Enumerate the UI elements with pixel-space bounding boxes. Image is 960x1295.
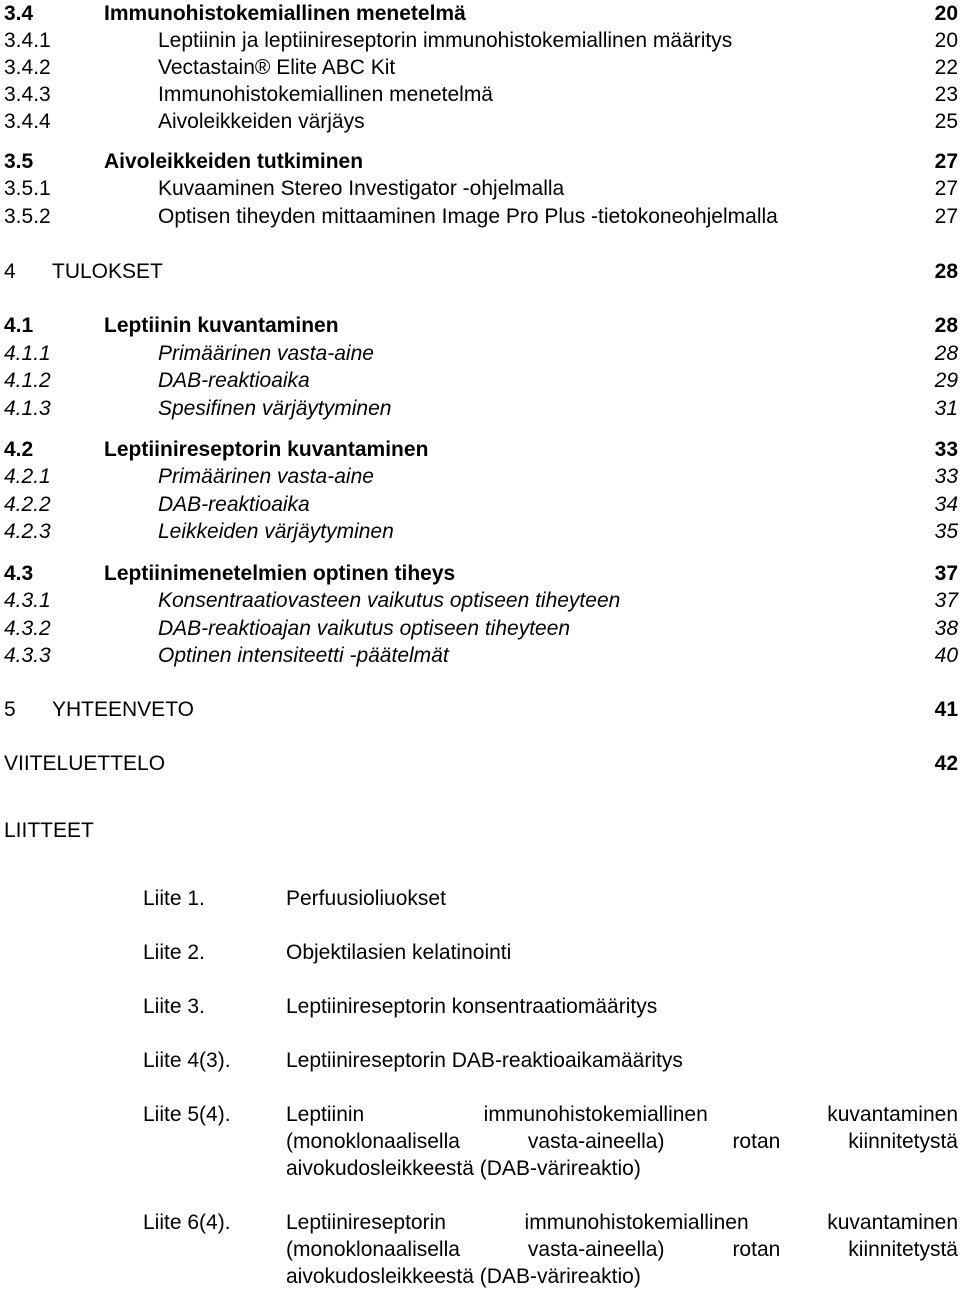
appendix-title-line: aivokudosleikkeestä (DAB-värireaktio): [286, 1265, 641, 1288]
appendix-label: Liite 1.: [143, 887, 205, 910]
appendix-title[interactable]: [286, 1101, 958, 1182]
section-title: Konsentraatiovasteen vaikutus optiseen tiheyteen: [158, 589, 621, 612]
chapter-title: TULOKSET: [52, 260, 163, 283]
toc-entry-4-2-1[interactable]: [0, 463, 960, 491]
section-title: Leptiinimenetelmien optinen tiheys: [104, 562, 456, 585]
page-number: 41: [934, 698, 958, 721]
page-number: 27: [934, 205, 958, 228]
appendix-title-line: Leptiinin immunohistokemiallinen kuvantaminen: [286, 1103, 958, 1126]
section-number: 3.4.3: [4, 83, 51, 106]
section-title: Immunohistokemiallinen menetelmä: [104, 2, 466, 25]
section-number: 4.1.2: [4, 369, 51, 392]
toc-entry-3-4-4[interactable]: [0, 108, 960, 136]
section-title: Primäärinen vasta-aine: [158, 465, 374, 488]
appendix-title-line: Perfuusioliuokset: [286, 887, 446, 910]
section-title: DAB-reaktioajan vaikutus optiseen tiheyteen: [158, 617, 571, 640]
section-title: DAB-reaktioaika: [158, 493, 310, 516]
chapter-title: YHTEENVETO: [52, 698, 194, 721]
section-number: 4.1: [4, 314, 34, 337]
section-number: 3.4.1: [4, 29, 51, 52]
chapter-title: VIITELUETTELO: [4, 752, 166, 775]
toc-entry-3-4[interactable]: [0, 0, 960, 28]
appendix-label: Liite 5(4).: [143, 1103, 231, 1126]
chapter-number: 4: [4, 260, 16, 283]
chapter-number: 5: [4, 698, 16, 721]
section-title: Leikkeiden värjäytyminen: [158, 520, 394, 543]
appendix-label: Liite 4(3).: [143, 1049, 231, 1072]
appendices-title: LIITTEET: [4, 819, 94, 842]
section-title: Optinen intensiteetti -päätelmät: [158, 644, 449, 667]
appendix-title[interactable]: [286, 1047, 958, 1074]
toc-entry-4-3-3[interactable]: [0, 642, 960, 670]
section-title: Immunohistokemiallinen menetelmä: [158, 83, 493, 106]
section-number: 4.3: [4, 562, 34, 585]
toc-entry-3-4-3[interactable]: [0, 81, 960, 109]
section-number: 3.4.2: [4, 56, 51, 79]
page-number: 34: [934, 493, 958, 516]
section-number: 3.4.4: [4, 110, 51, 133]
toc-entry-4-3[interactable]: [0, 560, 960, 588]
appendices-heading: [0, 817, 960, 845]
section-title: Vectastain® Elite ABC Kit: [158, 56, 396, 79]
page-number: 31: [934, 397, 958, 420]
section-number: 4.3.1: [4, 589, 51, 612]
section-number: 4.2.2: [4, 493, 51, 516]
page-number: 25: [934, 110, 958, 133]
section-title: Leptiinin ja leptiinireseptorin immunohistokemiallinen määritys: [158, 29, 733, 52]
toc-entry-3-4-1[interactable]: [0, 27, 960, 55]
toc-entry-4-1-3[interactable]: [0, 395, 960, 423]
toc-entry-4[interactable]: [0, 258, 960, 286]
page-number: 28: [934, 314, 958, 337]
section-number: 3.4: [4, 2, 34, 25]
section-title: Kuvaaminen Stereo Investigator -ohjelmalla: [158, 177, 565, 200]
section-number: 4.2: [4, 438, 34, 461]
page-number: 27: [934, 150, 958, 173]
section-title: Leptiinin kuvantaminen: [104, 314, 339, 337]
toc-entry-3-5[interactable]: [0, 148, 960, 176]
section-title: Aivoleikkeiden tutkiminen: [104, 150, 364, 173]
appendix-label: Liite 6(4).: [143, 1211, 231, 1234]
page-number: 38: [934, 617, 958, 640]
section-title: Optisen tiheyden mittaaminen Image Pro Plus -tietokoneohjelmalla: [158, 205, 778, 228]
toc-entry-4-3-2[interactable]: [0, 615, 960, 643]
page-number: 37: [934, 589, 958, 612]
section-number: 4.3.2: [4, 617, 51, 640]
toc-entry-3-5-1[interactable]: [0, 175, 960, 203]
page-number: 42: [934, 752, 958, 775]
toc-entry-5[interactable]: [0, 696, 960, 724]
section-title: Primäärinen vasta-aine: [158, 342, 374, 365]
page-number: 20: [934, 2, 958, 25]
toc-entry-4-1[interactable]: [0, 312, 960, 340]
page-number: 27: [934, 177, 958, 200]
page-number: 40: [934, 644, 958, 667]
section-number: 3.5.1: [4, 177, 51, 200]
page-number: 28: [934, 342, 958, 365]
appendix-title[interactable]: [286, 939, 958, 966]
section-title: Spesifinen värjäytyminen: [158, 397, 392, 420]
section-number: 4.2.1: [4, 465, 51, 488]
page-number: 23: [934, 83, 958, 106]
toc-entry-4-2-3[interactable]: [0, 518, 960, 546]
appendix-label: Liite 2.: [143, 941, 205, 964]
toc-entry-3-4-2[interactable]: [0, 54, 960, 82]
page-number: 29: [934, 369, 958, 392]
appendix-title-line: aivokudosleikkeestä (DAB-värireaktio): [286, 1157, 641, 1180]
toc-entry-4-1-1[interactable]: [0, 340, 960, 368]
appendix-title-line: Leptiinireseptorin immunohistokemiallinen kuvantaminen: [286, 1211, 958, 1234]
section-title: DAB-reaktioaika: [158, 369, 310, 392]
section-number: 3.5: [4, 150, 34, 173]
toc-entry-4-1-2[interactable]: [0, 367, 960, 395]
appendix-title-line: (monoklonaalisella vasta-aineella) rotan kiinnitetystä: [286, 1238, 958, 1261]
section-number: 4.3.3: [4, 644, 51, 667]
page-number: 37: [934, 562, 958, 585]
appendix-title-line: (monoklonaalisella vasta-aineella) rotan kiinnitetystä: [286, 1130, 958, 1153]
section-number: 4.1.1: [4, 342, 51, 365]
appendix-title-line: Leptiinireseptorin konsentraatiomääritys: [286, 995, 658, 1018]
page-number: 28: [934, 260, 958, 283]
toc-entry-4-2[interactable]: [0, 436, 960, 464]
appendix-title-line: Objektilasien kelatinointi: [286, 941, 512, 964]
toc-entry-4-3-1[interactable]: [0, 587, 960, 615]
page-number: 22: [934, 56, 958, 79]
appendix-title-line: Leptiinireseptorin DAB-reaktioaikamääritys: [286, 1049, 683, 1072]
section-number: 3.5.2: [4, 205, 51, 228]
page-number: 35: [934, 520, 958, 543]
toc-entry-4-2-2[interactable]: [0, 491, 960, 519]
appendix-label: Liite 3.: [143, 995, 205, 1018]
appendix-title[interactable]: [286, 993, 958, 1020]
page-number: 33: [934, 465, 958, 488]
appendix-title[interactable]: [286, 885, 958, 912]
section-number: 4.1.3: [4, 397, 51, 420]
section-number: 4.2.3: [4, 520, 51, 543]
section-title: Aivoleikkeiden värjäys: [158, 110, 365, 133]
section-title: Leptiinireseptorin kuvantaminen: [104, 438, 429, 461]
appendix-title[interactable]: [286, 1209, 958, 1290]
toc-entry-3-5-2[interactable]: [0, 203, 960, 231]
toc-entry-references[interactable]: [0, 750, 960, 778]
page-number: 20: [934, 29, 958, 52]
page-number: 33: [934, 438, 958, 461]
